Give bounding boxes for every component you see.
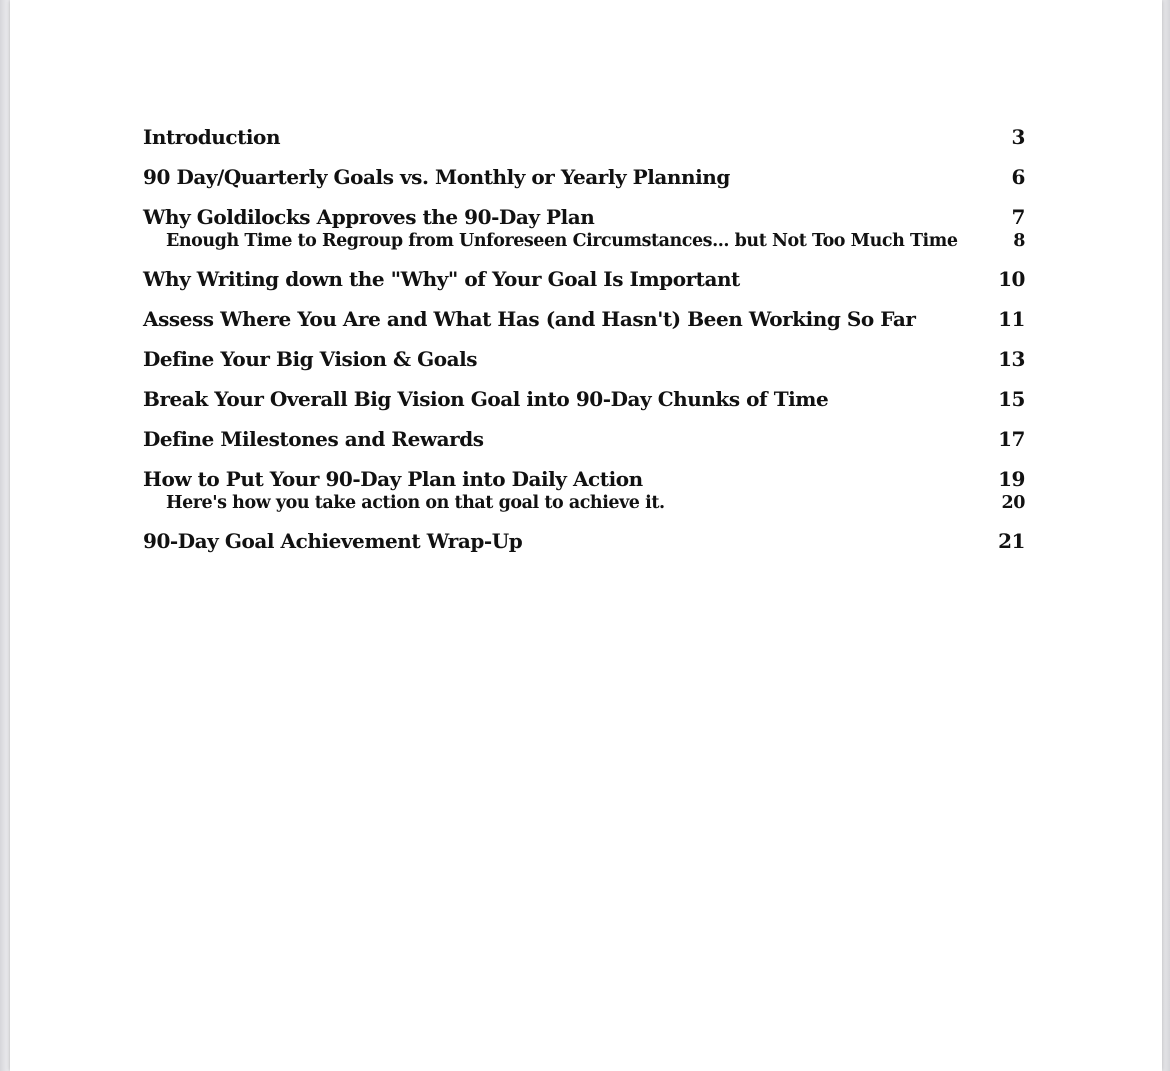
- toc-entry-title: Introduction: [143, 125, 281, 149]
- toc-entry-page: 21: [998, 529, 1025, 553]
- toc-entry-assess[interactable]: [143, 306, 1025, 332]
- toc-entry-title: Assess Where You Are and What Has (and Hasn't) Been Working So Far: [143, 307, 916, 331]
- toc-entry-page: 13: [998, 347, 1025, 371]
- toc-entry-break-goal[interactable]: [143, 386, 1025, 412]
- toc-entry-page: 8: [1013, 231, 1025, 251]
- toc-entry-title: Why Goldilocks Approves the 90-Day Plan: [143, 205, 595, 229]
- toc-entry-title: Here's how you take action on that goal to achieve it.: [166, 493, 665, 513]
- toc-entry-milestones[interactable]: [143, 426, 1025, 452]
- toc-entry-title: Define Milestones and Rewards: [143, 427, 484, 451]
- toc-entry-page: 6: [1011, 165, 1025, 189]
- toc-entry-big-vision[interactable]: [143, 346, 1025, 372]
- toc-entry-title: How to Put Your 90-Day Plan into Daily Action: [143, 467, 643, 491]
- toc-entry-90-day-vs-monthly[interactable]: [143, 164, 1025, 190]
- toc-entry-title: 90-Day Goal Achievement Wrap-Up: [143, 529, 523, 553]
- toc-subentry-take-action[interactable]: [143, 492, 1025, 514]
- toc-entry-title: Why Writing down the "Why" of Your Goal Is Important: [143, 267, 740, 291]
- toc-entry-page: 7: [1011, 205, 1025, 229]
- document-page: [10, 0, 1162, 1071]
- toc-entry-wrap-up[interactable]: [143, 528, 1025, 554]
- toc-entry-page: 15: [998, 387, 1025, 411]
- toc-entry-page: 3: [1011, 125, 1025, 149]
- toc-entry-introduction[interactable]: [143, 124, 1025, 150]
- toc-entry-title: Break Your Overall Big Vision Goal into 90-Day Chunks of Time: [143, 387, 829, 411]
- toc-entry-page: 19: [998, 467, 1025, 491]
- toc-subentry-enough-time[interactable]: [143, 230, 1025, 252]
- toc-entry-page: 20: [1001, 493, 1025, 513]
- toc-entry-title: Define Your Big Vision & Goals: [143, 347, 478, 371]
- toc-entry-daily-action[interactable]: [143, 466, 1025, 492]
- toc-entry-writing-why[interactable]: [143, 266, 1025, 292]
- toc-entry-page: 17: [998, 427, 1025, 451]
- toc-entry-title: 90 Day/Quarterly Goals vs. Monthly or Yearly Planning: [143, 165, 730, 189]
- toc-entry-page: 11: [998, 307, 1025, 331]
- toc-entry-page: 10: [998, 267, 1025, 291]
- table-of-contents: [143, 124, 1025, 554]
- toc-entry-title: Enough Time to Regroup from Unforeseen Circumstances... but Not Too Much Time: [166, 231, 958, 251]
- toc-entry-goldilocks[interactable]: [143, 204, 1025, 230]
